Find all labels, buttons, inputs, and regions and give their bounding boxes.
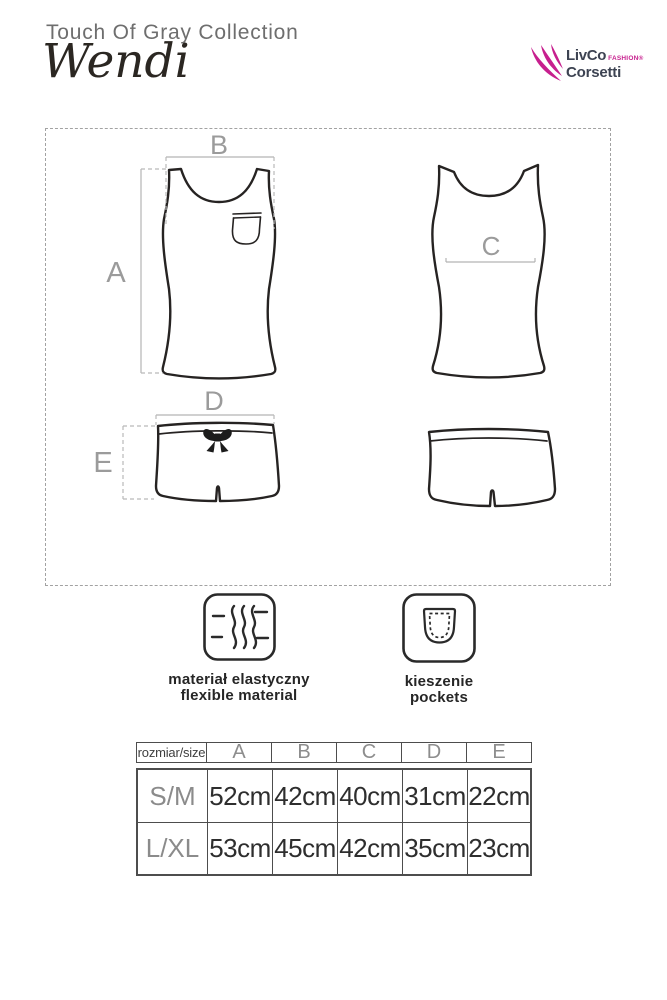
tank-back-drawing [432, 165, 544, 378]
value-sm-d: 31cm [403, 770, 468, 822]
feature-elastic [149, 593, 329, 704]
shorts-back-drawing [429, 429, 555, 506]
column-header-a: A [207, 743, 272, 762]
table-row-lxl [138, 822, 530, 874]
value-sm-e: 22cm [468, 780, 530, 811]
value-lxl-a: 53cm [208, 823, 273, 874]
value-sm-a: 52cm [208, 770, 273, 822]
logo-wing-icon [529, 41, 565, 89]
shorts-front-drawing [156, 423, 279, 501]
feature-pockets-label-pl: kieszenie [404, 673, 474, 690]
size-table-header [136, 742, 532, 763]
measure-label-d: D [204, 386, 224, 416]
tank-front-drawing [163, 169, 276, 379]
pockets-icon [402, 593, 476, 663]
row-label-sm: S/M [138, 770, 208, 822]
measure-label-c: C [481, 231, 501, 261]
value-lxl-b: 45cm [273, 823, 338, 874]
elastic-material-icon [203, 593, 276, 661]
measure-line-d [156, 386, 274, 425]
size-table-corner-label: rozmiar/size [137, 745, 206, 760]
value-sm-c: 40cm [338, 770, 403, 822]
value-lxl-e: 23cm [468, 833, 530, 863]
feature-elastic-label-en: flexible material [180, 687, 298, 704]
measure-label-a: A [106, 257, 126, 289]
measure-label-e: E [93, 447, 113, 479]
value-sm-b: 42cm [273, 770, 338, 822]
table-row-sm [138, 770, 530, 822]
size-table-body [136, 768, 532, 876]
measure-line-a [106, 169, 168, 373]
garment-diagram-svg [46, 129, 611, 586]
value-lxl-c: 42cm [338, 823, 403, 874]
logo-brand-bottom: Corsetti [566, 64, 622, 81]
column-header-e: E [492, 741, 506, 763]
feature-elastic-label-pl: materiał elastyczny [168, 671, 310, 688]
product-name: Wendi [42, 34, 190, 89]
measure-label-b: B [209, 130, 229, 160]
logo-fashion-label: FASHION® [608, 55, 644, 62]
logo-brand-top: LivCo [566, 47, 607, 64]
row-label-lxl: L/XL [138, 823, 208, 874]
column-header-b: B [272, 743, 337, 762]
logo-text [566, 48, 643, 80]
measurement-diagram-box [45, 128, 611, 586]
brand-logo [529, 41, 645, 89]
measure-line-e [93, 426, 156, 499]
value-lxl-d: 35cm [403, 823, 468, 874]
feature-pockets-label-en: pockets [409, 689, 469, 706]
collection-title: Touch Of Gray Collection [46, 21, 299, 44]
feature-pockets [349, 593, 529, 706]
column-header-d: D [402, 743, 467, 762]
column-header-c: C [337, 743, 402, 762]
